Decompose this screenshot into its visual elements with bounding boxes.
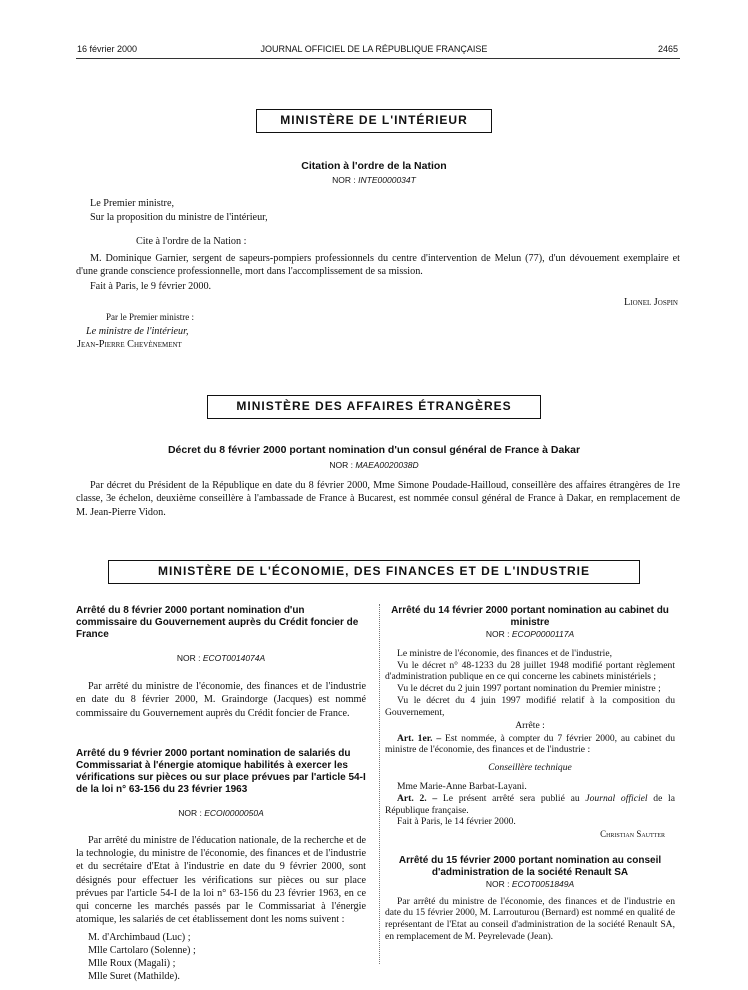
par-line: Par le Premier ministre : [106, 312, 194, 322]
left-column [76, 605, 366, 984]
visa-line: Vu le décret n° 48-1233 du 28 juillet 1948 modifié portant règlement d'administration publique en ce qui concerne les cabinets ministériels ; [385, 659, 675, 683]
arrete-body [385, 648, 675, 718]
ministry-name: MINISTÈRE DE L'INTÉRIEUR [280, 113, 468, 127]
arrete-body: Par arrêté du ministre de l'économie, des finances et de l'industrie en date du 8 février 2000, M. Graindorge (Jacques) est nommé commissaire du Gouvernement auprès du Crédit foncier de France. [76, 681, 366, 719]
header-rule [76, 58, 680, 59]
signatory: Lionel Jospin [624, 297, 678, 308]
arrete-title: Arrêté du 14 février 2000 portant nomination au cabinet du ministre [391, 605, 669, 628]
ministry-name: MINISTÈRE DE L'ÉCONOMIE, DES FINANCES ET DE L'INDUSTRIE [157, 564, 591, 578]
citation-body: M. Dominique Garnier, sergent de sapeurs-pompiers professionnels du centre d'intervention de Melun (77), d'un dévouement exemplaire et d'une grande conscience professionnelle, mort dans l'accomplissement de sa mission. [76, 253, 680, 278]
decret-body: Par décret du Président de la République en date du 8 février 2000, Mme Simone Poudade-Hailloud, conseillère des affaires étrangères de 1re classe, 3e échelon, deuxième conseillère à l'ambassade de France à Bucarest, est nommée consul général de France à Dakar, en remplacement de M. Jean-Pierre Vidon. [76, 480, 680, 518]
arrete-title: Arrêté du 8 février 2000 portant nomination d'un commissaire du Gouvernement auprès du Crédit foncier de France [76, 605, 359, 640]
role-line: Conseillère technique [488, 762, 572, 774]
names-list [76, 931, 366, 984]
article-1: Art. 1er. – Est nommée, à compter du 7 février 2000, au cabinet du ministre de l'économie, des finances et de l'industrie : [385, 732, 675, 756]
right-column [385, 605, 675, 943]
list-item: Mlle Roux (Magali) ; [88, 958, 176, 970]
nor-reference: NOR : ECOI0000050A [178, 807, 264, 818]
minister-name: Jean-Pierre Chevènement [77, 339, 182, 350]
nor-reference: NOR : MAEA0020038D [329, 460, 419, 470]
arrete-word: Arrête : [515, 720, 545, 732]
minister-role: Le ministre de l'intérieur, [86, 326, 189, 337]
list-item: M. d'Archimbaud (Luc) ; [88, 931, 191, 943]
decree-preamble-1: Le Premier ministre, [90, 198, 175, 209]
fait-line: Fait à Paris, le 9 février 2000. [90, 281, 212, 292]
visa-line: Vu le décret du 2 juin 1997 portant nomination du Premier ministre ; [397, 683, 661, 695]
list-item: Mlle Suret (Mathilde). [88, 971, 180, 983]
column-divider [379, 604, 380, 964]
nor-reference: NOR : ECOT0051849A [485, 878, 575, 889]
ministry-box-interieur [256, 109, 492, 133]
fait-line: Fait à Paris, le 14 février 2000. [397, 816, 516, 828]
ministry-box-affaires [207, 395, 541, 419]
arrete-title: Arrêté du 9 février 2000 portant nomination de salariés du Commissariat à l'énergie atomique habilités à exercer les vérifications sur pièces ou sur place prévues par l'article 54-I de la loi n° 63-156 du 23 février 1963 [76, 747, 366, 795]
nor-reference: NOR : INTE0000034T [332, 175, 416, 185]
arrete-body: Par arrêté du ministre de l'éducation nationale, de la recherche et de la technologie, du ministre de l'économie, des finances et de l'industrie et du secrétaire d'Etat à l'industrie en date du 9 février 2000, sont désignés pour effectuer les vérifications sur pièces ou sur place prévues par l'article 54-I de la loi n° 63-156 du 23 février 1963, en ce qui concerne les marchés passés par le Commissariat à l'énergie atomique, les salariés de cet établissement dont les noms suivent : [76, 834, 366, 926]
article-label: Art. 1er. – [397, 732, 442, 744]
page-number: 2465 [657, 44, 678, 54]
article-2: Art. 2. – Le présent arrêté sera publié au Journal officiel de la République française. [385, 793, 675, 816]
visa-line: Vu le décret du 4 juin 1997 modifié relatif à la composition du Gouvernement, [385, 694, 675, 718]
signatory: Christian Sautter [600, 828, 665, 839]
decret-title: Décret du 8 février 2000 portant nomination d'un consul général de France à Dakar [167, 444, 581, 456]
journal-title: JOURNAL OFFICIEL DE LA RÉPUBLIQUE FRANÇAISE [260, 44, 488, 54]
appointee-name: Mme Marie-Anne Barbat-Layani. [397, 780, 527, 792]
list-item: Mlle Cartolaro (Solenne) ; [88, 944, 196, 956]
nor-reference: NOR : ECOP0000117A [485, 629, 575, 639]
decree-preamble-2: Sur la proposition du ministre de l'intérieur, [90, 212, 268, 223]
arrete-title: Arrêté du 15 février 2000 portant nomination au conseil d'administration de la société Renault SA [398, 854, 662, 878]
article-label: Art. 2. – [397, 793, 438, 805]
cite-line: Cite à l'ordre de la Nation : [136, 236, 247, 247]
citation-title: Citation à l'ordre de la Nation [301, 160, 447, 172]
nor-reference: NOR : ECOT0014074A [176, 653, 266, 663]
header-date: 16 février 2000 [77, 44, 138, 54]
ministry-name: MINISTÈRE DES AFFAIRES ÉTRANGÈRES [236, 399, 512, 413]
arrete-body: Par arrêté du ministre de l'économie, des finances et de l'industrie en date du 15 février 2000, M. Larrouturou (Bernard) est nommé en qualité de représentant de l'Etat au conseil d'administration de la société Renault SA, en remplacement de M. Peyrelevade (Jean). [385, 895, 675, 942]
ministry-box-economie [108, 560, 640, 584]
visa-line: Le ministre de l'économie, des finances et de l'industrie, [397, 648, 612, 660]
